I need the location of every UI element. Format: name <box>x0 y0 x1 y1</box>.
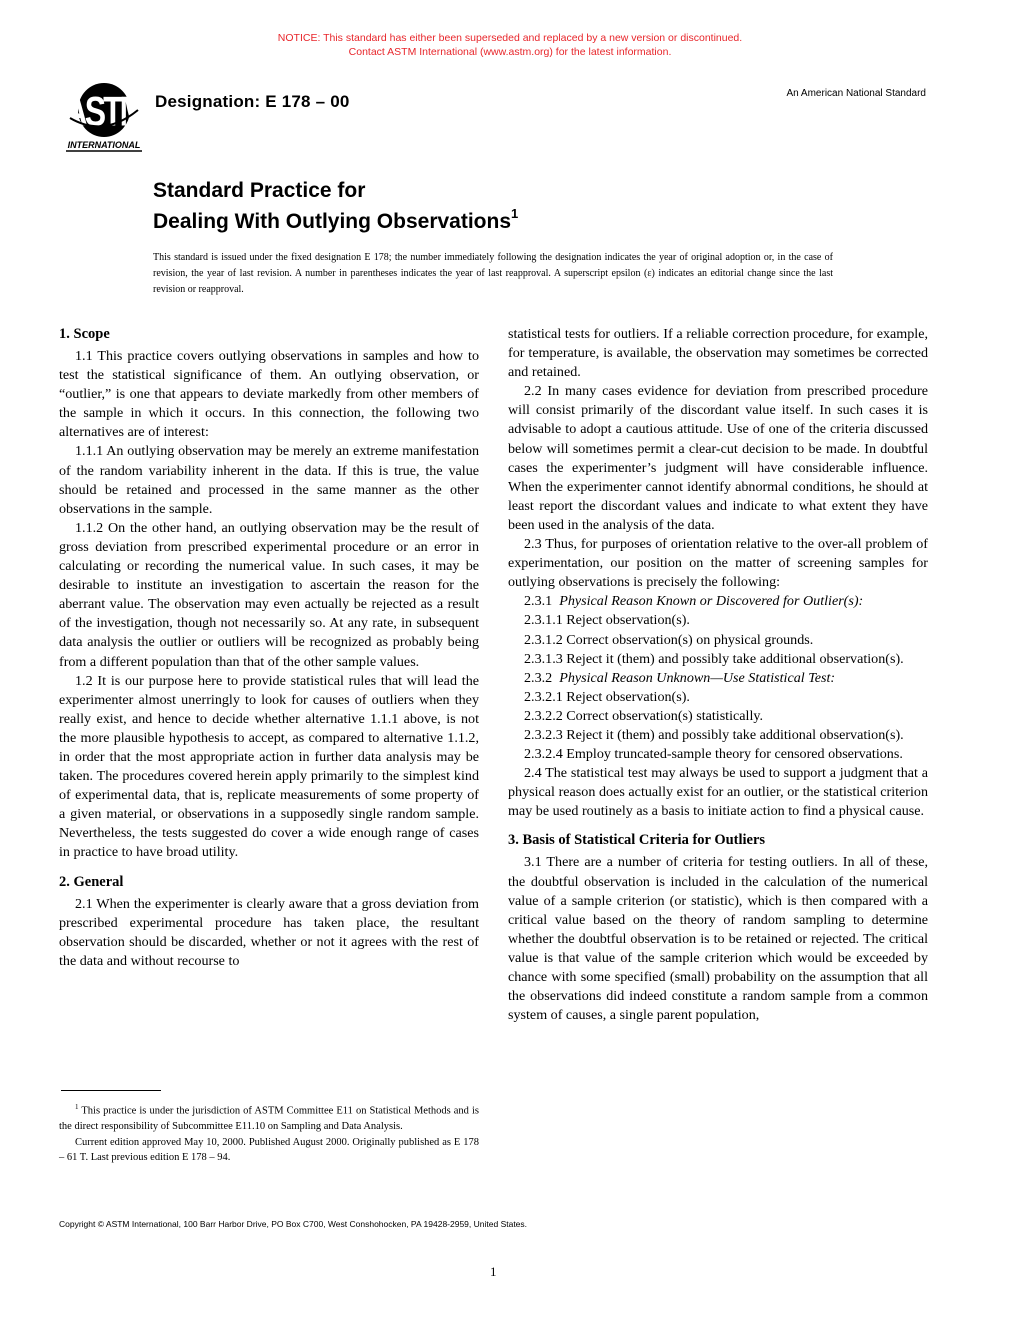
section-heading-basis: 3. Basis of Statistical Criteria for Outliers <box>508 832 766 849</box>
paragraph-2-3-2: 2.3.2 Physical Reason Unknown—Use Statistical Test: <box>524 669 836 686</box>
paragraph-2-3-2-1: 2.3.2.1 Reject observation(s). <box>524 688 690 705</box>
paragraph-2-1-start: 2.1 When the experimenter is clearly aware that a gross deviation from prescribed experimental procedure has taken place, the resultant observation should be discarded, whether or not it agrees with the rest of the data and without recourse to <box>59 895 479 969</box>
designation: Designation: E 178 – 00 <box>155 92 350 111</box>
paragraph-2-3-2-3: 2.3.2.3 Reject it (them) and possibly take additional observation(s). <box>524 726 904 743</box>
paragraph-1-1-2: 1.1.2 On the other hand, an outlying observation may be the result of gross deviation from prescribed experimental procedure or an error in calculating or recording the numerical value. In such cases, it may be desirable to institute an investigation to ascertain the reason for the aberrant value. The observation may even actually be rejected as a result of the investigation, though not necessarily so. At any rate, in subsequent data analysis the outlier or outliers will be recognized as probably being from a different population than that of the other sample values. <box>59 519 479 670</box>
supersession-notice <box>0 31 1020 59</box>
copyright-line: Copyright © ASTM International, 100 Barr Harbor Drive, PO Box C700, West Conshohocken, PA 19428-2959, United States. <box>59 1219 528 1229</box>
national-standard-label: An American National Standard <box>786 88 926 99</box>
astm-international-logo-icon <box>62 80 146 152</box>
title-footnote-mark[interactable]: 1 <box>511 206 519 221</box>
issuance-note: This standard is issued under the fixed designation E 178; the number immediately following the designation indicates the year of original adoption or, in the case of revision, the year of last revision. A number in parentheses indicates the year of last reapproval. A superscript epsilon (ε) indicates an editorial change since the last revision or reapproval. <box>153 252 833 295</box>
paragraph-3-1: 3.1 There are a number of criteria for testing outliers. In all of these, the doubtful observation is included in the calculation of the numerical value of a sample criterion (or statistic), which is then compared with a critical value based on the theory of random sampling to determine whether the doubtful observation is to be retained or rejected. The critical value is that value of the sample criterion which would be exceeded by chance with some specified (small) probability on the assumption that all the observations did indeed constitute a random sample from a common system of causes, a single parent population, <box>508 854 928 1024</box>
notice-line-2: Contact ASTM International (www.astm.org) for the latest information. <box>348 46 672 58</box>
paragraph-2-2: 2.2 In many cases evidence for deviation from prescribed procedure will consist primarily of the discordant value itself. In such cases it is advisable to adopt a cautious attitude. Use of one of the criteria discussed below will sometimes permit a clear-cut decision to be made. In doubtful cases the experimenter’s judgment will have considerable influence. When the experimenter cannot identify abnormal conditions, he should at least report the discordant values and indicate to what extent they have been used in the analysis of the data. <box>508 383 928 533</box>
left-column <box>59 325 479 971</box>
title-line-1: Standard Practice for <box>153 179 366 202</box>
notice-line-1: NOTICE: This standard has either been superseded and replaced by a new version or discontinued. <box>277 32 743 44</box>
document-title <box>153 178 518 234</box>
paragraph-2-3-2-4: 2.3.2.4 Employ truncated-sample theory for censored observations. <box>524 746 903 763</box>
paragraph-1-2: 1.2 It is our purpose here to provide statistical rules that will lead the experimenter almost unerringly to look for causes of outliers when they really exist, and hence to decide whether alternative 1.1.1 above, is not the more plausible hypothesis to accept, as compared to alternative 1.1.2, in order that the most appropriate action in further data analysis may be taken. The procedures covered herein apply primarily to the simplest kind of experimental data, that is, replicate measurements of some property of a given material, or observations in a supposedly single random sample. Nevertheless, the tests suggested do cover a wide enough range of cases in practice to have broad utility. <box>59 672 479 861</box>
footnote-1: $^1$ This practice is under the jurisdiction of ASTM Committee E11 on Statistical Methods and is the direct responsibility of Subcommittee E11.10 on Sampling and Data Analysis. <box>59 1103 479 1132</box>
paragraph-2-1-continued: statistical tests for outliers. If a reliable correction procedure, for example, for temperature, is available, the observation may sometimes be corrected and retained. <box>508 326 928 381</box>
footnote-divider <box>61 1090 161 1091</box>
svg-text:INTERNATIONAL: INTERNATIONAL <box>67 140 141 150</box>
paragraph-2-3-1-1: 2.3.1.1 Reject observation(s). <box>524 612 690 629</box>
paragraph-1-1-1: 1.1.1 An outlying observation may be merely an extreme manifestation of the random variability inherent in the data. If this is true, the value should be retained and processed in the same manner as the other observations in the sample. <box>59 443 479 517</box>
paragraph-1-1: 1.1 This practice covers outlying observations in samples and how to test the statistical significance of them. An outlying observation, or “outlier,” is one that appears to deviate markedly from other members of the sample in which it occurs. In this connection, the following two alternatives are of interest: <box>59 348 479 441</box>
paragraph-2-3-1: 2.3.1 Physical Reason Known or Discovered for Outlier(s): <box>524 593 864 610</box>
footnote-2: Current edition approved May 10, 2000. Published August 2000. Originally published as E 178 – 61 T. Last previous edition E 178 – 94. <box>59 1136 479 1163</box>
svg-text:ASTM: ASTM <box>64 87 144 135</box>
section-heading-general: 2. General <box>59 873 124 890</box>
section-heading-scope: 1. Scope <box>59 326 110 342</box>
right-column <box>508 325 928 1025</box>
paragraph-2-3-1-2: 2.3.1.2 Correct observation(s) on physical grounds. <box>524 631 814 648</box>
paragraph-2-4: 2.4 The statistical test may always be used to support a judgment that a physical reason does actually exist for an outlier, or the statistical criterion may be used routinely as a basis to initiate action to find a physical cause. <box>508 765 928 820</box>
title-line-2: Dealing With Outlying Observations$^1$ <box>153 206 519 233</box>
paragraph-2-3: 2.3 Thus, for purposes of orientation relative to the over-all problem of experimentation, our position on the matter of screening samples for outlying observations is precisely the following: <box>508 536 928 591</box>
paragraph-2-3-2-2: 2.3.2.2 Correct observation(s) statistically. <box>524 707 764 724</box>
page-number: 1 <box>490 1264 497 1279</box>
footnotes <box>59 1100 479 1166</box>
paragraph-2-3-1-3: 2.3.1.3 Reject it (them) and possibly take additional observation(s). <box>524 650 904 667</box>
